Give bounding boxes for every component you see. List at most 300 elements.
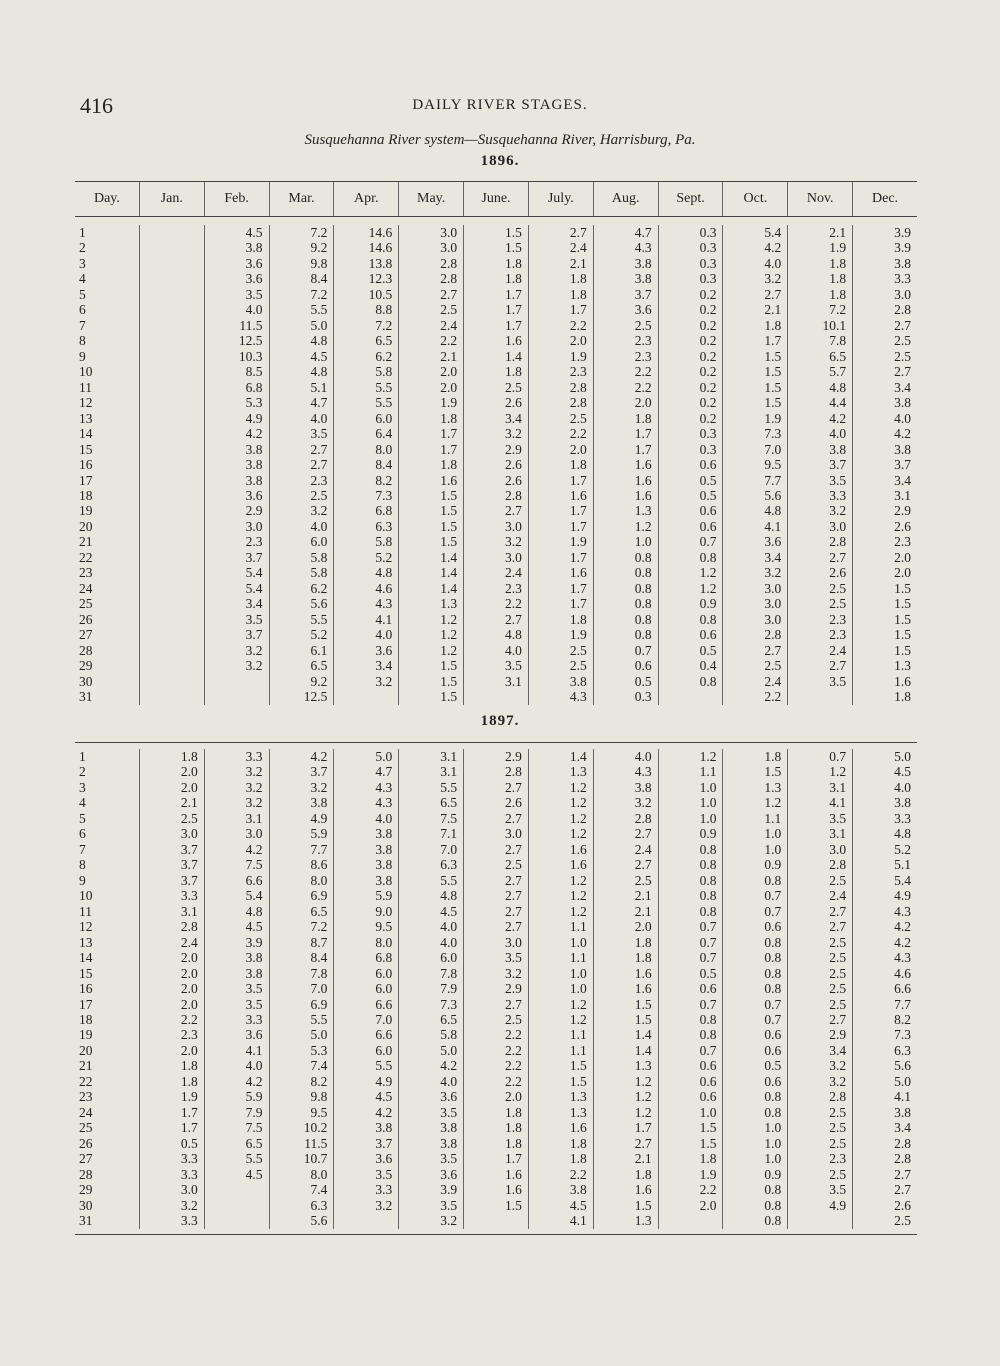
stage-value: 1.6 <box>634 1182 652 1198</box>
stage-value: 2.7 <box>894 364 911 380</box>
stage-value: 1.5 <box>764 395 782 411</box>
stage-value: 1.7 <box>634 1120 652 1136</box>
stage-value: 1.6 <box>505 333 522 349</box>
stage-value <box>140 364 204 379</box>
stage-value: 0.8 <box>699 611 717 627</box>
stage-value: 2.7 <box>894 317 911 333</box>
stage-value: 2.1 <box>180 795 198 811</box>
stage-value: 6.5 <box>310 658 328 674</box>
stage-value: 2.0 <box>894 565 911 581</box>
stage-value: 7.5 <box>245 857 263 873</box>
stage-value: 4.9 <box>310 810 328 826</box>
stage-value: 4.0 <box>829 426 847 442</box>
stage-value: 8.2 <box>894 1011 911 1027</box>
stage-value: 2.5 <box>829 950 847 966</box>
stage-value: 3.1 <box>829 779 847 795</box>
stage-value: 1.7 <box>569 472 587 488</box>
header-aug: Aug. <box>593 182 658 216</box>
stage-value: 5.6 <box>894 1058 911 1074</box>
stage-value: 1.2 <box>569 1011 587 1027</box>
stage-value: 0.8 <box>699 1027 717 1043</box>
stage-value: 1.7 <box>569 549 587 565</box>
stage-value: 2.5 <box>894 348 911 364</box>
stage-value: 3.4 <box>894 379 911 395</box>
stage-value: 1.3 <box>569 1089 587 1105</box>
stage-value: 1.4 <box>569 749 587 764</box>
stage-value: 3.8 <box>245 472 263 488</box>
stage-value: 0.5 <box>699 642 717 658</box>
stage-value: 3.0 <box>829 518 847 534</box>
stage-value: 2.4 <box>505 565 522 581</box>
stage-value: 7.9 <box>440 981 458 997</box>
stage-value: 3.8 <box>634 271 652 287</box>
stage-value: 3.8 <box>894 255 911 271</box>
stage-value <box>140 333 204 348</box>
stage-value: 1.6 <box>569 841 587 857</box>
stage-value: 2.7 <box>310 457 328 473</box>
stage-value: 2.5 <box>894 1213 911 1229</box>
day-label: 14 <box>79 426 93 442</box>
day-label: 15 <box>79 965 93 981</box>
stage-value: 3.3 <box>180 1151 198 1167</box>
day-label: 19 <box>79 503 93 519</box>
day-label: 6 <box>79 302 86 318</box>
stage-value: 4.2 <box>375 1104 393 1120</box>
stage-value: 2.5 <box>829 580 847 596</box>
stage-value: 1.6 <box>894 673 911 689</box>
stage-value: 1.8 <box>505 364 522 380</box>
stage-value: 2.0 <box>440 379 458 395</box>
stage-value: 2.2 <box>764 689 782 705</box>
stage-value <box>140 380 204 395</box>
stage-value: 1.8 <box>440 410 458 426</box>
stage-value: 1.6 <box>634 472 652 488</box>
stage-value: 3.5 <box>440 1197 458 1213</box>
stage-value: 8.4 <box>375 457 393 473</box>
stage-value: 1.2 <box>569 888 587 904</box>
stage-value: 6.3 <box>894 1042 911 1058</box>
stage-value: 4.0 <box>634 749 652 764</box>
stage-value <box>140 612 204 627</box>
stage-value: 4.7 <box>634 225 652 240</box>
stage-value: 2.6 <box>505 457 522 473</box>
stage-value: 2.3 <box>829 627 847 643</box>
stage-value: 0.2 <box>699 348 717 364</box>
stage-value: 2.7 <box>505 919 522 935</box>
stage-value: 1.7 <box>569 302 587 318</box>
stage-value: 0.2 <box>699 395 717 411</box>
stage-value: 2.7 <box>505 611 522 627</box>
stage-value: 3.8 <box>375 826 393 842</box>
stage-value: 1.8 <box>505 1120 522 1136</box>
stage-value: 6.5 <box>829 348 847 364</box>
stage-value <box>140 534 204 549</box>
stage-value: 5.5 <box>440 779 458 795</box>
stage-value: 0.7 <box>764 903 782 919</box>
stage-value: 7.0 <box>764 441 782 457</box>
day-label: 11 <box>79 903 92 919</box>
stage-value <box>140 426 204 441</box>
stage-value: 2.0 <box>180 965 198 981</box>
stage-value: 13.8 <box>368 255 393 271</box>
stage-value: 5.1 <box>894 857 911 873</box>
header-day: Day. <box>93 191 120 206</box>
stage-value: 5.4 <box>245 580 263 596</box>
day-label: 26 <box>79 1135 93 1151</box>
stage-value: 3.8 <box>375 841 393 857</box>
stage-value: 6.6 <box>894 981 911 997</box>
stage-value: 1.8 <box>829 286 847 302</box>
stage-value: 4.0 <box>440 934 458 950</box>
day-label: 23 <box>79 565 93 581</box>
stage-value: 0.2 <box>699 286 717 302</box>
day-label: 29 <box>79 658 93 674</box>
day-label: 26 <box>79 611 93 627</box>
stage-value: 2.0 <box>180 779 198 795</box>
stage-value: 0.2 <box>699 333 717 349</box>
stage-value: 1.4 <box>505 348 522 364</box>
stage-value: 5.5 <box>310 302 328 318</box>
stage-value: 4.8 <box>310 364 328 380</box>
stage-value: 1.2 <box>569 810 587 826</box>
stage-value: 1.5 <box>440 534 458 550</box>
stage-value: 2.7 <box>764 642 782 658</box>
stage-value: 2.5 <box>505 379 522 395</box>
stage-value: 10.2 <box>303 1120 328 1136</box>
stage-value: 8.2 <box>310 1073 328 1089</box>
stage-value: 3.8 <box>245 441 263 457</box>
stage-value: 1.8 <box>505 1104 522 1120</box>
stage-value: 3.2 <box>375 1197 393 1213</box>
stage-value <box>334 1213 398 1228</box>
stage-value: 3.8 <box>634 255 652 271</box>
stage-value: 10.5 <box>368 286 393 302</box>
stage-value: 3.2 <box>310 503 328 519</box>
stage-value: 10.3 <box>238 348 263 364</box>
stage-value: 2.7 <box>829 903 847 919</box>
stage-value: 2.6 <box>505 472 522 488</box>
stage-value: 3.0 <box>440 240 458 256</box>
stage-value: 4.8 <box>764 503 782 519</box>
stage-value: 12.5 <box>238 333 263 349</box>
day-label: 14 <box>79 950 93 966</box>
stage-value: 14.6 <box>368 240 393 256</box>
stage-value: 3.6 <box>245 487 263 503</box>
day-label: 1 <box>79 225 86 240</box>
stage-value: 2.8 <box>634 810 652 826</box>
stage-value: 4.3 <box>894 903 911 919</box>
stage-value: 2.0 <box>180 981 198 997</box>
stage-value <box>140 411 204 426</box>
stage-value: 2.1 <box>764 302 782 318</box>
stage-value: 5.6 <box>310 596 328 612</box>
stage-value: 2.3 <box>180 1027 198 1043</box>
stage-value: 4.9 <box>245 410 263 426</box>
stage-value: 1.5 <box>440 658 458 674</box>
day-label: 31 <box>79 1213 93 1229</box>
stage-value: 1.6 <box>505 1166 522 1182</box>
stage-value: 1.9 <box>569 627 587 643</box>
stage-value: 0.8 <box>634 627 652 643</box>
stage-value: 1.0 <box>699 810 717 826</box>
stage-value: 3.8 <box>634 779 652 795</box>
stage-value: 11.5 <box>304 1135 328 1151</box>
stage-value: 1.2 <box>440 627 458 643</box>
stage-value: 4.2 <box>894 426 911 442</box>
stage-value: 3.7 <box>634 286 652 302</box>
stage-value: 7.0 <box>375 1011 393 1027</box>
stage-value: 0.6 <box>699 503 717 519</box>
stage-value: 4.8 <box>245 903 263 919</box>
stage-table-1897 <box>75 742 917 1229</box>
stage-value: 3.6 <box>245 271 263 287</box>
stage-value: 3.9 <box>894 225 911 240</box>
stage-value: 1.4 <box>440 565 458 581</box>
stage-value: 1.6 <box>569 565 587 581</box>
stage-value: 1.0 <box>634 534 652 550</box>
stage-value: 1.2 <box>569 826 587 842</box>
stage-value: 1.2 <box>634 518 652 534</box>
stage-value: 0.4 <box>699 658 717 674</box>
day-column <box>75 749 139 1229</box>
stage-value: 5.9 <box>310 826 328 842</box>
stage-value: 5.0 <box>375 749 393 764</box>
stage-value: 2.3 <box>829 611 847 627</box>
day-label: 22 <box>79 1073 93 1089</box>
stage-value: 3.6 <box>375 642 393 658</box>
stage-value: 3.4 <box>764 549 782 565</box>
stage-value: 8.7 <box>310 934 328 950</box>
stage-value: 0.6 <box>699 457 717 473</box>
day-label: 23 <box>79 1089 93 1105</box>
stage-value: 0.8 <box>764 965 782 981</box>
stage-value: 1.5 <box>634 1197 652 1213</box>
stage-value: 1.7 <box>440 426 458 442</box>
stage-value: 0.7 <box>764 1011 782 1027</box>
stage-value: 3.0 <box>505 934 522 950</box>
stage-value: 8.6 <box>310 857 328 873</box>
stage-value: 0.6 <box>699 1058 717 1074</box>
day-label: 13 <box>79 410 93 426</box>
stage-value: 1.0 <box>764 1135 782 1151</box>
day-label: 30 <box>79 673 93 689</box>
day-label: 2 <box>79 764 86 780</box>
stage-value: 6.1 <box>310 642 328 658</box>
stage-value: 0.6 <box>764 1073 782 1089</box>
stage-value: 4.2 <box>310 749 328 764</box>
stage-value: 2.1 <box>634 1151 652 1167</box>
stage-value: 1.5 <box>440 673 458 689</box>
stage-value: 0.6 <box>699 1089 717 1105</box>
stage-value: 4.4 <box>829 395 847 411</box>
stage-value: 0.6 <box>764 1042 782 1058</box>
stage-value <box>140 565 204 580</box>
stage-value: 2.2 <box>569 1166 587 1182</box>
day-label: 21 <box>79 1058 93 1074</box>
day-label: 16 <box>79 981 93 997</box>
stage-value <box>788 689 852 704</box>
stage-value: 3.0 <box>764 611 782 627</box>
stage-value: 5.9 <box>245 1089 263 1105</box>
stage-value: 0.8 <box>699 549 717 565</box>
stage-value: 3.3 <box>829 487 847 503</box>
stage-value: 4.1 <box>569 1213 587 1229</box>
day-label: 31 <box>79 689 93 705</box>
header-jan: Jan. <box>139 182 204 216</box>
stage-value: 2.7 <box>764 286 782 302</box>
stage-value: 2.8 <box>569 395 587 411</box>
stage-value: 1.6 <box>440 472 458 488</box>
stage-value: 1.8 <box>569 1135 587 1151</box>
stage-value: 3.1 <box>440 749 458 764</box>
table-header <box>75 181 917 217</box>
stage-value: 0.8 <box>764 1182 782 1198</box>
stage-value: 2.2 <box>569 317 587 333</box>
stage-value: 4.9 <box>894 888 911 904</box>
stage-value <box>140 271 204 286</box>
stage-value: 2.7 <box>310 441 328 457</box>
stage-value: 0.6 <box>699 981 717 997</box>
stage-value: 3.5 <box>829 810 847 826</box>
stage-value: 7.3 <box>375 487 393 503</box>
stage-value: 3.8 <box>894 1104 911 1120</box>
stage-value: 2.8 <box>569 379 587 395</box>
stage-value: 2.3 <box>310 472 328 488</box>
stage-value: 4.5 <box>569 1197 587 1213</box>
stage-value: 3.0 <box>764 596 782 612</box>
running-head: DAILY RIVER STAGES. <box>412 97 588 113</box>
stage-value: 4.2 <box>764 240 782 256</box>
day-label: 4 <box>79 795 86 811</box>
stage-value: 0.8 <box>699 1011 717 1027</box>
stage-value: 9.5 <box>310 1104 328 1120</box>
stage-value: 2.8 <box>180 919 198 935</box>
stage-value: 0.8 <box>699 903 717 919</box>
stage-value: 2.9 <box>829 1027 847 1043</box>
day-label: 22 <box>79 549 93 565</box>
stage-value: 5.9 <box>375 888 393 904</box>
stage-value: 1.5 <box>764 348 782 364</box>
stage-value: 3.7 <box>180 841 198 857</box>
stage-value: 2.6 <box>894 518 911 534</box>
stage-value: 4.2 <box>894 934 911 950</box>
stage-value: 2.7 <box>505 872 522 888</box>
stage-value: 0.8 <box>634 596 652 612</box>
stage-value <box>140 503 204 518</box>
stage-value: 1.4 <box>634 1042 652 1058</box>
stage-value <box>140 643 204 658</box>
stage-value: 3.3 <box>180 888 198 904</box>
stage-value <box>140 240 204 255</box>
stage-value: 3.7 <box>829 457 847 473</box>
stage-value: 1.5 <box>505 225 522 240</box>
stage-value: 3.5 <box>829 472 847 488</box>
stage-value: 1.5 <box>894 596 911 612</box>
stage-value: 3.6 <box>375 1151 393 1167</box>
stage-value: 1.8 <box>180 749 198 764</box>
stage-value: 4.7 <box>310 395 328 411</box>
month-column <box>852 225 917 705</box>
stage-value <box>205 674 269 689</box>
stage-value: 1.9 <box>764 410 782 426</box>
stage-value: 1.1 <box>569 950 587 966</box>
stage-value: 2.5 <box>894 333 911 349</box>
stage-value: 0.3 <box>699 255 717 271</box>
stage-value: 2.2 <box>634 379 652 395</box>
stage-value: 6.2 <box>310 580 328 596</box>
stage-value: 12.5 <box>303 689 328 705</box>
stage-value <box>140 287 204 302</box>
stage-value <box>140 658 204 673</box>
stage-value: 3.0 <box>180 826 198 842</box>
stage-value: 1.5 <box>440 487 458 503</box>
month-column <box>398 225 463 705</box>
stage-value: 3.7 <box>375 1135 393 1151</box>
stage-value: 2.7 <box>634 826 652 842</box>
stage-value: 0.8 <box>764 934 782 950</box>
stage-value: 7.2 <box>829 302 847 318</box>
stage-value: 4.5 <box>245 225 263 240</box>
stage-value: 1.1 <box>569 919 587 935</box>
stage-value <box>140 225 204 240</box>
stage-value: 7.7 <box>764 472 782 488</box>
stage-value: 6.5 <box>245 1135 263 1151</box>
stage-value: 3.5 <box>440 1151 458 1167</box>
stage-value: 2.7 <box>505 888 522 904</box>
stage-value: 3.5 <box>245 996 263 1012</box>
stage-value <box>334 689 398 704</box>
stage-value: 8.0 <box>375 441 393 457</box>
stage-value: 0.8 <box>699 872 717 888</box>
stage-value: 2.2 <box>180 1011 198 1027</box>
stage-value <box>140 318 204 333</box>
stage-value: 2.5 <box>829 596 847 612</box>
stage-value: 6.4 <box>375 426 393 442</box>
stage-value: 4.2 <box>245 841 263 857</box>
stage-value <box>140 349 204 364</box>
stage-value: 2.8 <box>440 271 458 287</box>
stage-value: 3.8 <box>569 1182 587 1198</box>
stage-value: 3.2 <box>245 658 263 674</box>
stage-value: 1.2 <box>634 1104 652 1120</box>
stage-value: 3.5 <box>440 1104 458 1120</box>
stage-value <box>464 1213 528 1228</box>
stage-value: 3.8 <box>894 441 911 457</box>
stage-value: 0.7 <box>699 996 717 1012</box>
stage-value: 0.7 <box>699 1042 717 1058</box>
stage-value: 3.3 <box>180 1213 198 1229</box>
stage-value: 2.5 <box>829 965 847 981</box>
stage-value: 0.5 <box>634 673 652 689</box>
stage-value: 2.2 <box>505 1073 522 1089</box>
day-label: 7 <box>79 317 86 333</box>
stage-value: 8.2 <box>375 472 393 488</box>
stage-value: 9.0 <box>375 903 393 919</box>
stage-value: 4.9 <box>375 1073 393 1089</box>
stage-value: 5.5 <box>375 1058 393 1074</box>
stage-value: 2.5 <box>505 857 522 873</box>
stage-value: 2.4 <box>764 673 782 689</box>
day-label: 24 <box>79 1104 93 1120</box>
stage-value: 1.8 <box>764 317 782 333</box>
stage-value: 1.2 <box>764 795 782 811</box>
stage-value: 7.2 <box>310 286 328 302</box>
stage-value: 4.8 <box>440 888 458 904</box>
stage-value: 2.7 <box>569 225 587 240</box>
month-column <box>463 749 528 1229</box>
day-label: 6 <box>79 826 86 842</box>
stage-value: 5.5 <box>310 1011 328 1027</box>
